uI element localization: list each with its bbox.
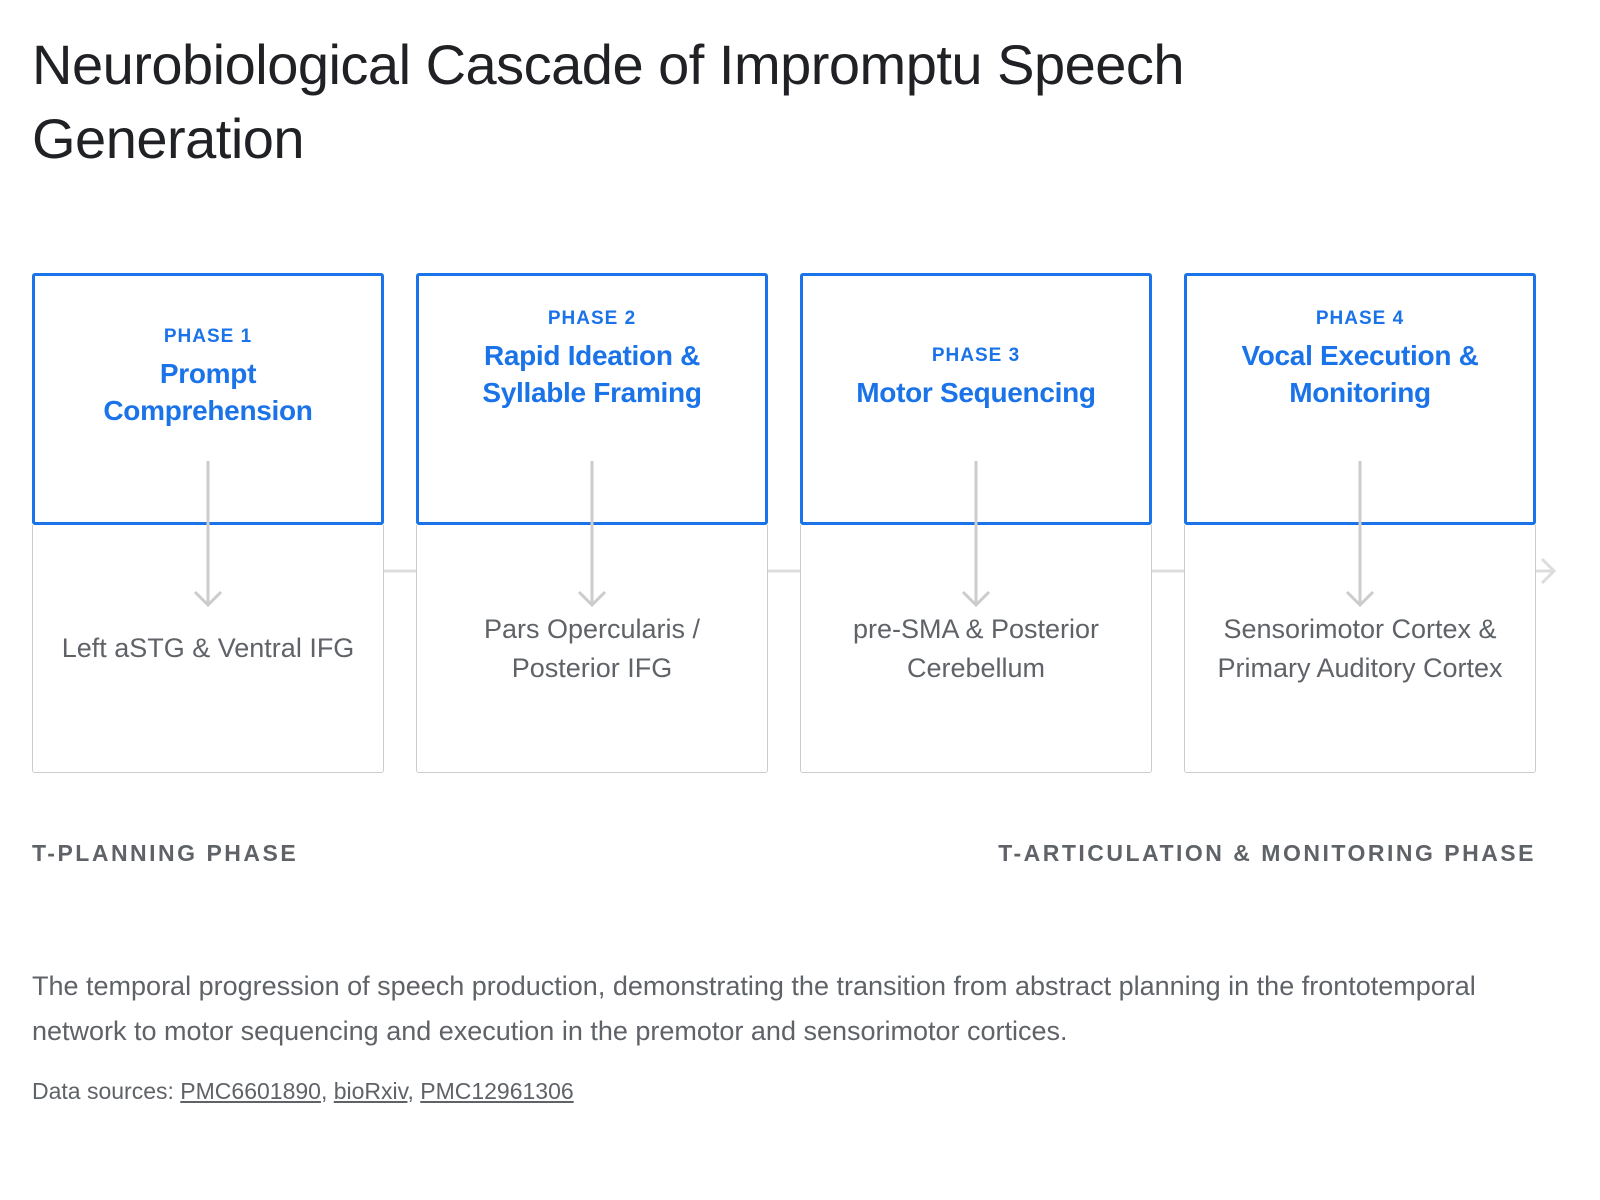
source-link-pmc12961306[interactable]: PMC12961306 <box>420 1078 574 1104</box>
phase-title: Rapid Ideation & Syllable Framing <box>482 340 702 408</box>
phase-title: Motor Sequencing <box>856 376 1096 408</box>
phase-card-2 <box>416 273 768 774</box>
phase-header <box>800 273 1152 525</box>
figure-caption: The temporal progression of speech production, demonstrating the transition from abstract planning in the frontotemporal network to motor sequencing and execution in the premotor and sensorimotor cortices. <box>32 971 1476 1046</box>
phase-number: PHASE 4 <box>1315 308 1405 329</box>
brain-region-label: pre-SMA & Posterior Cerebellum <box>852 613 1100 683</box>
sources-prefix: Data sources: <box>32 1078 181 1104</box>
data-sources: Data sources: PMC6601890, bioRxiv, PMC12961306 <box>32 1078 574 1104</box>
phase-number: PHASE 3 <box>931 344 1021 366</box>
phase-region-box <box>800 525 1152 773</box>
phase-header <box>1184 273 1536 525</box>
flow-arrowhead-icon <box>1542 559 1554 583</box>
phase-card-1 <box>32 273 384 774</box>
timeline-end-label: T-ARTICULATION & MONITORING PHASE <box>998 840 1536 866</box>
phase-number: PHASE 2 <box>547 308 637 329</box>
phase-number: PHASE 1 <box>163 326 253 347</box>
source-link-biorxiv[interactable]: bioRxiv <box>333 1078 408 1104</box>
phase-region-box <box>416 525 768 773</box>
phase-title: Vocal Execution & Monitoring <box>1241 340 1479 408</box>
phase-card-3 <box>800 273 1152 774</box>
phase-title: Prompt Comprehension <box>103 358 313 426</box>
timeline-start-label: T-PLANNING PHASE <box>32 840 299 866</box>
brain-region-label: Pars Opercularis / Posterior IFG <box>483 613 701 683</box>
source-link-pmc6601890[interactable]: PMC6601890 <box>180 1078 321 1104</box>
brain-region-label: Sensorimotor Cortex & Primary Auditory Cortex <box>1217 613 1503 683</box>
phase-card-4 <box>1184 273 1536 774</box>
phase-region-box <box>32 525 384 773</box>
phase-region-box <box>1184 525 1536 773</box>
page-title: Neurobiological Cascade of Impromptu Speech Generation <box>32 33 1185 170</box>
phase-header <box>32 273 384 525</box>
brain-region-label: Left aSTG & Ventral IFG <box>61 633 355 663</box>
phase-header <box>416 273 768 525</box>
